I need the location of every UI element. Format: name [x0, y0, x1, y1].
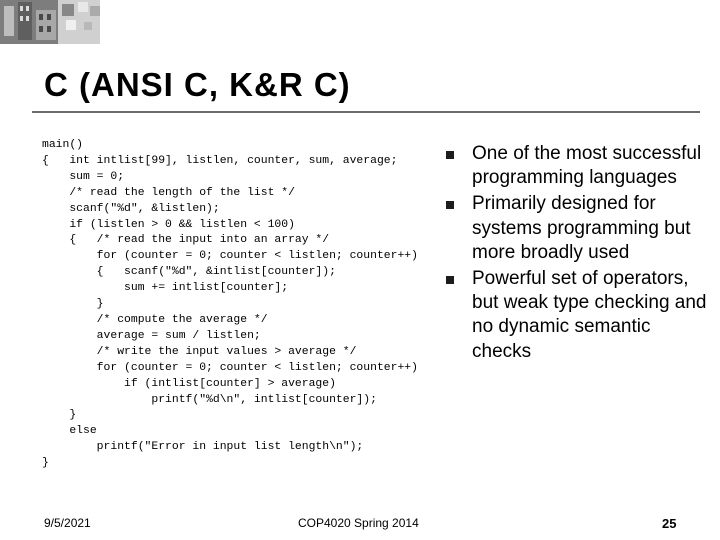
bullet-item — [446, 192, 710, 265]
footer-date: 9/5/2021 — [44, 516, 91, 530]
page-number: 25 — [662, 516, 677, 531]
bullet-item — [446, 267, 710, 364]
header-photo-decoration — [0, 0, 100, 44]
bullet-text: Powerful set of operators, but weak type checking and no dynamic semantic checks — [472, 268, 707, 362]
square-bullet-icon — [446, 151, 454, 159]
bullet-item — [446, 142, 710, 190]
bullet-text: Primarily designed for systems programming but more broadly used — [472, 193, 691, 263]
code-block: main() { int intlist[99], listlen, counter, sum, average; sum = 0; /* read the length of the list */ scanf("%d", &listlen); if (listlen > 0 && listlen < 100) { /* read the input into an array */ for (counter = 0; counter < listlen; counter++) { scanf("%d", &intlist[counter]); sum += intlist[counter]; } /* compute the average */ average = sum / listlen; /* write the input values > average */ for (counter = 0; counter < listlen; counter++) if (intlist[counter] > average) printf("%d\n", intlist[counter]); } else printf("Error in input list length\n"); } — [42, 139, 418, 470]
title-divider — [32, 111, 700, 113]
square-bullet-icon — [446, 276, 454, 284]
bullet-list — [446, 142, 710, 364]
footer-course: COP4020 Spring 2014 — [298, 516, 419, 530]
square-bullet-icon — [446, 201, 454, 209]
slide-title: C (ANSI C, K&R C) — [44, 66, 351, 103]
bullet-text: One of the most successful programming languages — [472, 143, 702, 189]
building-photo-icon — [0, 0, 100, 44]
